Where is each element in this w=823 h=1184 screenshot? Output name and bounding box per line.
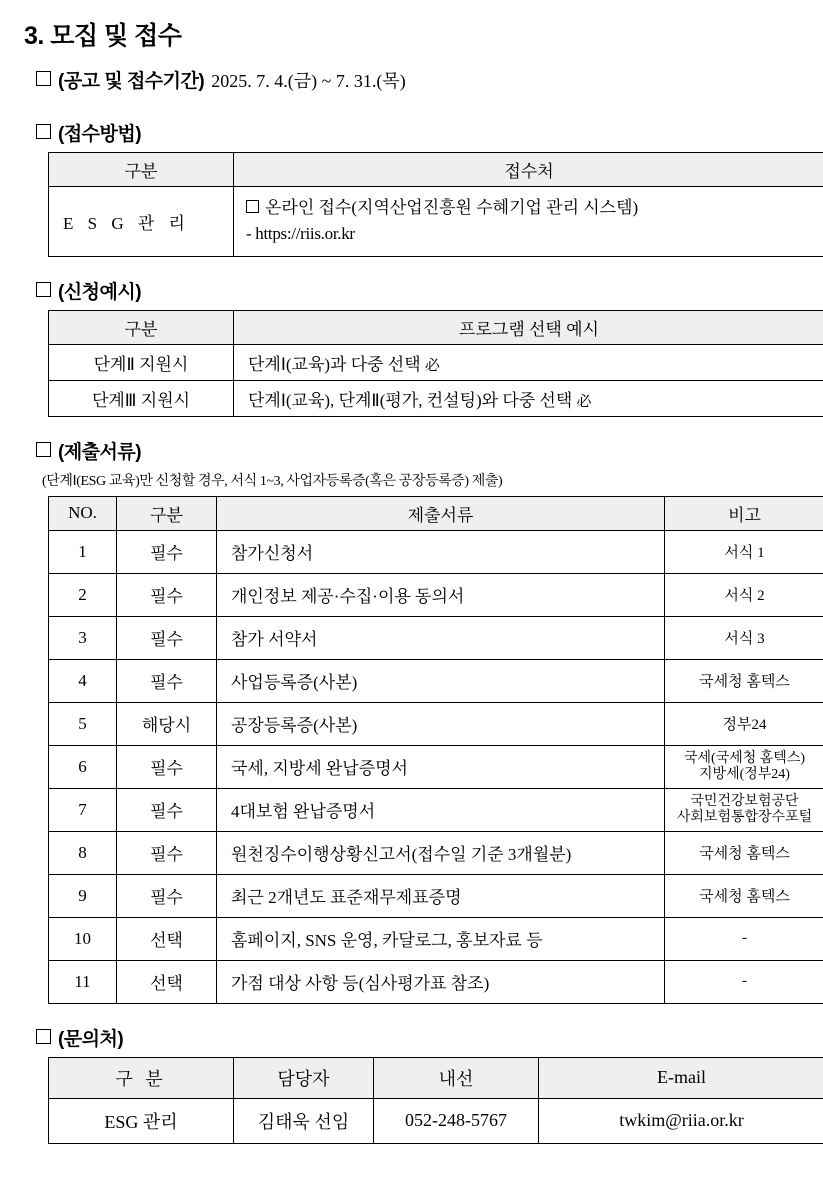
table-row — [49, 874, 823, 917]
example-body-text: 단계Ⅰ(교육)과 다중 선택 — [248, 354, 421, 374]
checkbox-icon — [246, 200, 259, 213]
required-mark: 必 — [576, 393, 591, 410]
doc-gubun: 선택 — [117, 960, 217, 1003]
table-header-row — [49, 310, 823, 344]
table-row — [49, 344, 823, 380]
doc-no: 5 — [49, 702, 117, 745]
doc-name: 사업등록증(사본) — [217, 659, 665, 702]
apply-online-text: 온라인 접수(지역산업진흥원 수혜기업 관리 시스템) — [265, 198, 639, 217]
doc-name: 개인정보 제공·수집·이용 동의서 — [217, 573, 665, 616]
checkbox-icon — [36, 71, 51, 86]
doc-gubun: 해당시 — [117, 702, 217, 745]
doc-remark-line2: 사회보험통합장수포털 — [676, 809, 813, 825]
section-label-contact: (문의처) — [58, 1028, 124, 1050]
doc-gubun: 필수 — [117, 788, 217, 831]
section-label-apply-method: (접수방법) — [58, 124, 142, 145]
table-header-row — [49, 496, 823, 530]
doc-remark: 서식 3 — [665, 616, 823, 659]
section-label-documents: (제출서류) — [58, 441, 142, 463]
doc-gubun: 필수 — [117, 745, 217, 788]
column-header-remark: 비고 — [665, 496, 823, 530]
column-header-document: 제출서류 — [217, 496, 665, 530]
table-row — [49, 1098, 823, 1143]
doc-remark: 국세청 홈텍스 — [665, 831, 823, 874]
doc-remark: - — [665, 917, 823, 960]
column-header-gubun: 구분 — [117, 496, 217, 530]
table-row — [49, 831, 823, 874]
column-header-gubun: 구분 — [49, 310, 234, 344]
checkbox-icon — [36, 1029, 51, 1044]
section-heading-apply-method — [36, 119, 805, 146]
section-heading-example — [36, 277, 805, 304]
doc-no: 11 — [49, 960, 117, 1003]
documents-table — [48, 496, 823, 1004]
table-header-row — [49, 1057, 823, 1098]
doc-name: 국세, 지방세 완납증명서 — [217, 745, 665, 788]
column-header-gubun: 구분 — [49, 153, 234, 187]
section-label-period: (공고 및 접수기간) — [58, 71, 205, 92]
documents-note: (단계Ⅰ(ESG 교육)만 신청할 경우, 서식 1~3, 사업자등록증(혹은 공장등록증) 제출) — [42, 473, 503, 489]
doc-remark: 정부24 — [665, 702, 823, 745]
doc-no: 6 — [49, 745, 117, 788]
doc-name: 참가 서약서 — [217, 616, 665, 659]
example-gubun: 단계Ⅲ 지원시 — [49, 380, 234, 416]
table-row — [49, 573, 823, 616]
required-mark: 必 — [424, 357, 439, 374]
doc-remark: 국세청 홈텍스 — [665, 659, 823, 702]
example-body — [234, 380, 823, 416]
period-value: 2025. 7. 4.(금) ~ 7. 31.(목) — [211, 71, 406, 91]
table-row — [49, 530, 823, 573]
doc-gubun: 필수 — [117, 831, 217, 874]
apply-online-line — [246, 195, 812, 221]
doc-name: 최근 2개년도 표준재무제표증명 — [217, 874, 665, 917]
doc-gubun: 필수 — [117, 530, 217, 573]
doc-no: 3 — [49, 616, 117, 659]
table-row — [49, 702, 823, 745]
example-gubun: 단계Ⅱ 지원시 — [49, 344, 234, 380]
contact-gubun: ESG 관리 — [49, 1098, 234, 1143]
column-header-channel: 접수처 — [234, 153, 823, 187]
table-row — [49, 659, 823, 702]
example-body — [234, 344, 823, 380]
doc-no: 10 — [49, 917, 117, 960]
doc-no: 9 — [49, 874, 117, 917]
table-row — [49, 616, 823, 659]
doc-no: 4 — [49, 659, 117, 702]
doc-gubun: 필수 — [117, 573, 217, 616]
doc-name: 가점 대상 사항 등(심사평가표 참조) — [217, 960, 665, 1003]
column-header-program-example: 프로그램 선택 예시 — [234, 310, 823, 344]
doc-remark: 서식 1 — [665, 530, 823, 573]
example-table — [48, 310, 823, 417]
doc-remark-line1: 국민건강보험공단 — [690, 793, 799, 809]
apply-row-body — [234, 187, 823, 257]
doc-name: 원천징수이행상황신고서(접수일 기준 3개월분) — [217, 831, 665, 874]
doc-remark: - — [665, 960, 823, 1003]
contact-email[interactable]: twkim@riia.or.kr — [539, 1098, 823, 1143]
doc-name: 4대보험 완납증명서 — [217, 788, 665, 831]
column-header-gubun: 구 분 — [49, 1057, 234, 1098]
section-heading-contact — [36, 1024, 805, 1051]
doc-name: 홈페이지, SNS 운영, 카달로그, 홍보자료 등 — [217, 917, 665, 960]
apply-url-line[interactable]: - https://riis.or.kr — [246, 224, 355, 244]
checkbox-icon — [36, 442, 51, 457]
doc-gubun: 필수 — [117, 659, 217, 702]
doc-remark: 서식 2 — [665, 573, 823, 616]
apply-method-table — [48, 152, 823, 257]
doc-remark: 국세청 홈텍스 — [665, 874, 823, 917]
section-label-example: (신청예시) — [58, 281, 142, 303]
doc-remark-line1: 국세(국세청 홈텍스) — [683, 750, 806, 766]
column-header-person: 담당자 — [234, 1057, 374, 1098]
contact-table — [48, 1057, 823, 1144]
table-row — [49, 745, 823, 788]
table-row — [49, 960, 823, 1003]
doc-no: 1 — [49, 530, 117, 573]
checkbox-icon — [36, 124, 51, 139]
table-row — [49, 380, 823, 416]
doc-no: 2 — [49, 573, 117, 616]
table-row — [49, 788, 823, 831]
table-row — [49, 917, 823, 960]
doc-name: 공장등록증(사본) — [217, 702, 665, 745]
doc-remark — [665, 788, 823, 831]
page-title: 3. 모집 및 접수 — [24, 22, 182, 50]
example-body-text: 단계Ⅰ(교육), 단계Ⅱ(평가, 컨설팅)와 다중 선택 — [248, 390, 573, 410]
column-header-email: E-mail — [539, 1057, 823, 1098]
doc-gubun: 필수 — [117, 616, 217, 659]
doc-no: 8 — [49, 831, 117, 874]
doc-gubun: 선택 — [117, 917, 217, 960]
doc-gubun: 필수 — [117, 874, 217, 917]
doc-no: 7 — [49, 788, 117, 831]
section-heading-period — [36, 66, 805, 93]
section-heading-documents — [36, 437, 805, 464]
contact-extension: 052-248-5767 — [374, 1098, 539, 1143]
checkbox-icon — [36, 282, 51, 297]
doc-remark-line2: 지방세(정부24) — [699, 766, 790, 782]
doc-name: 참가신청서 — [217, 530, 665, 573]
doc-remark — [665, 745, 823, 788]
table-header-row — [49, 153, 823, 187]
apply-row-label: E S G 관 리 — [49, 187, 234, 257]
column-header-no: NO. — [49, 496, 117, 530]
contact-person: 김태욱 선임 — [234, 1098, 374, 1143]
table-row — [49, 187, 823, 257]
column-header-extension: 내선 — [374, 1057, 539, 1098]
